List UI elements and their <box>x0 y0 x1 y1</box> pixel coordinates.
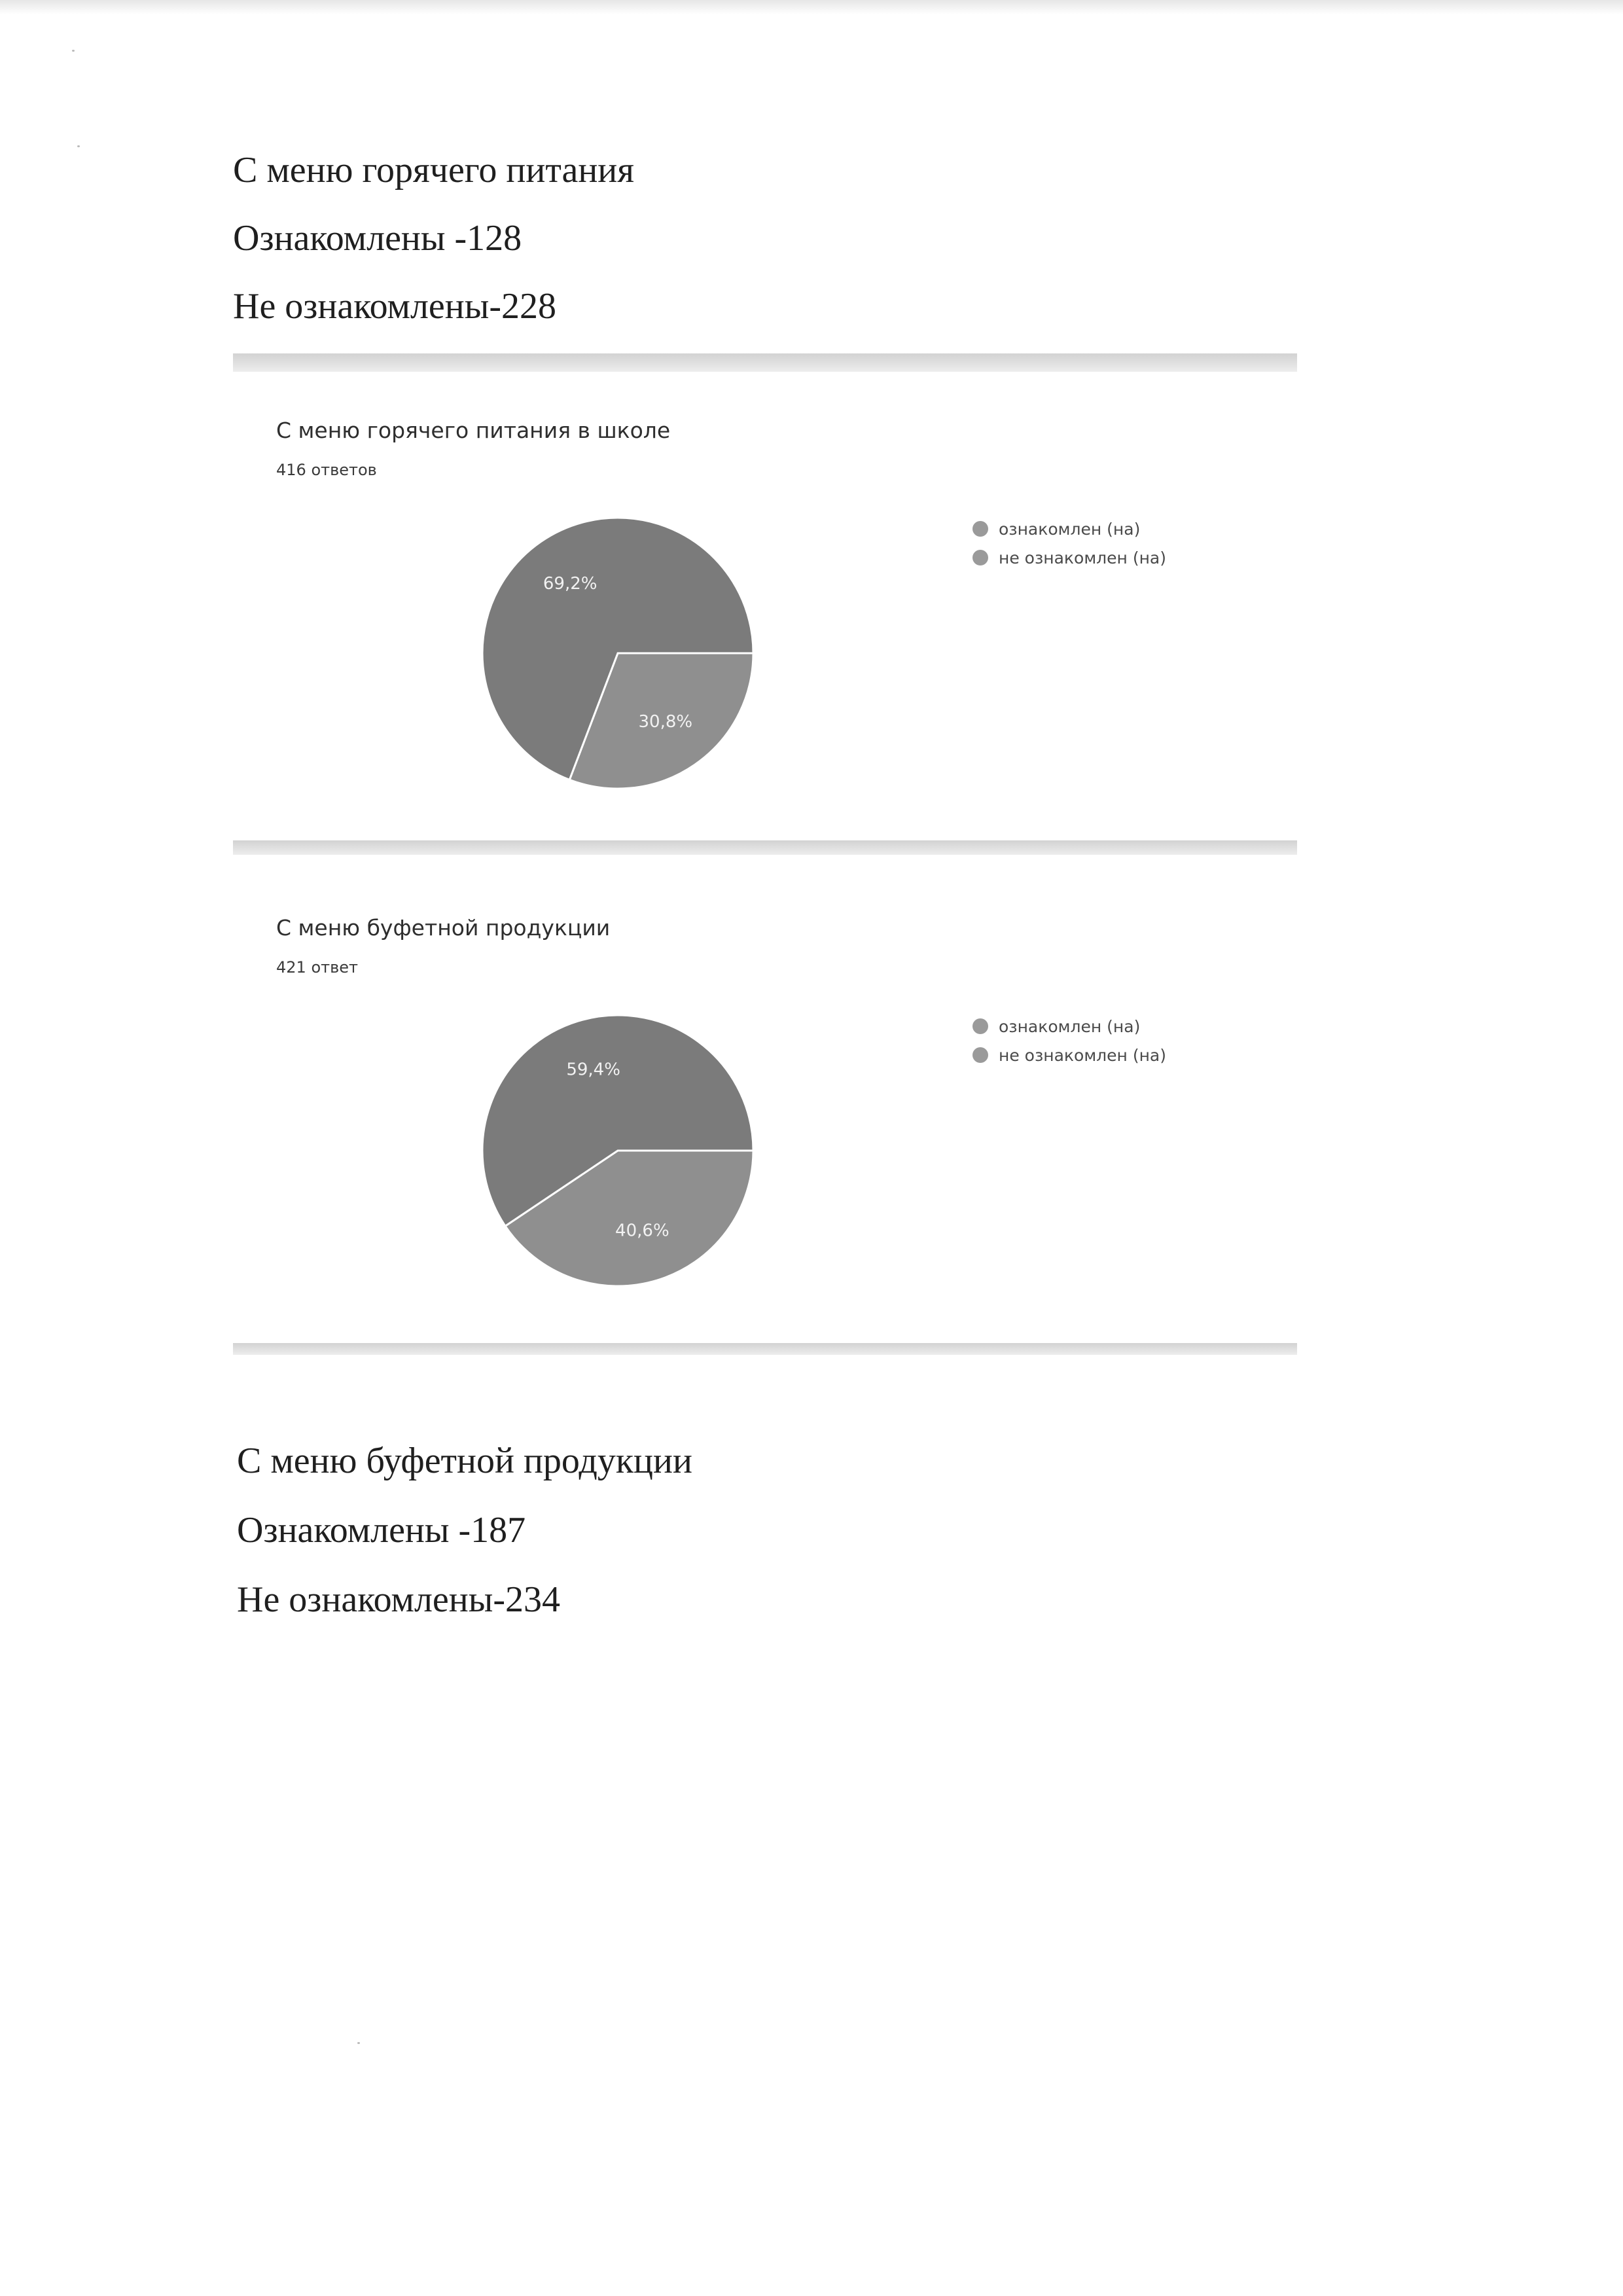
pie-slice-label: 59,4% <box>566 1060 620 1080</box>
legend-item <box>972 514 1166 543</box>
pie-chart <box>435 967 801 1334</box>
scan-top-edge <box>0 0 1623 14</box>
scan-speck <box>357 2042 360 2044</box>
chart-legend <box>972 514 1166 572</box>
scan-speck <box>72 50 75 52</box>
screenshot-band <box>233 1343 1297 1355</box>
hot-meals-heading: С меню горячего питания <box>233 150 635 190</box>
pie-chart <box>435 470 801 836</box>
screenshot-band <box>233 840 1297 855</box>
charts-screenshot <box>233 353 1297 1355</box>
legend-item <box>972 543 1166 572</box>
legend-label: ознакомлен (на) <box>999 519 1141 539</box>
legend-dot-icon <box>972 1018 988 1034</box>
legend-dot-icon <box>972 521 988 537</box>
chart-legend <box>972 1012 1166 1069</box>
legend-item <box>972 1012 1166 1041</box>
buffet-not-familiar-count: Не ознакомлены-234 <box>237 1579 561 1620</box>
legend-label: не ознакомлен (на) <box>999 548 1167 567</box>
buffet-heading: С меню буфетной продукции <box>237 1441 692 1481</box>
legend-label: не ознакомлен (на) <box>999 1045 1167 1065</box>
chart-response-count: 416 ответов <box>276 461 377 479</box>
legend-label: ознакомлен (на) <box>999 1016 1141 1036</box>
pie-slice-label: 30,8% <box>638 712 693 732</box>
scan-speck <box>77 145 80 147</box>
screenshot-band <box>233 353 1297 372</box>
legend-dot-icon <box>972 550 988 565</box>
hot-meals-summary <box>233 152 634 325</box>
hot-meals-familiar-count: Ознакомлены -128 <box>233 218 522 259</box>
buffet-summary <box>237 1443 692 1618</box>
hot-meals-not-familiar-count: Не ознакомлены-228 <box>233 286 557 327</box>
chart-title: С меню горячего питания в школе <box>276 418 671 443</box>
chart-card-hot-meals <box>238 372 1292 826</box>
buffet-familiar-count: Ознакомлены -187 <box>237 1510 526 1551</box>
chart-title: С меню буфетной продукции <box>276 915 611 941</box>
chart-card-buffet <box>238 869 1292 1343</box>
legend-dot-icon <box>972 1047 988 1063</box>
pie-slice-label: 69,2% <box>543 573 597 594</box>
legend-item <box>972 1041 1166 1069</box>
pie-slice-label: 40,6% <box>615 1221 669 1241</box>
chart-response-count: 421 ответ <box>276 958 358 977</box>
